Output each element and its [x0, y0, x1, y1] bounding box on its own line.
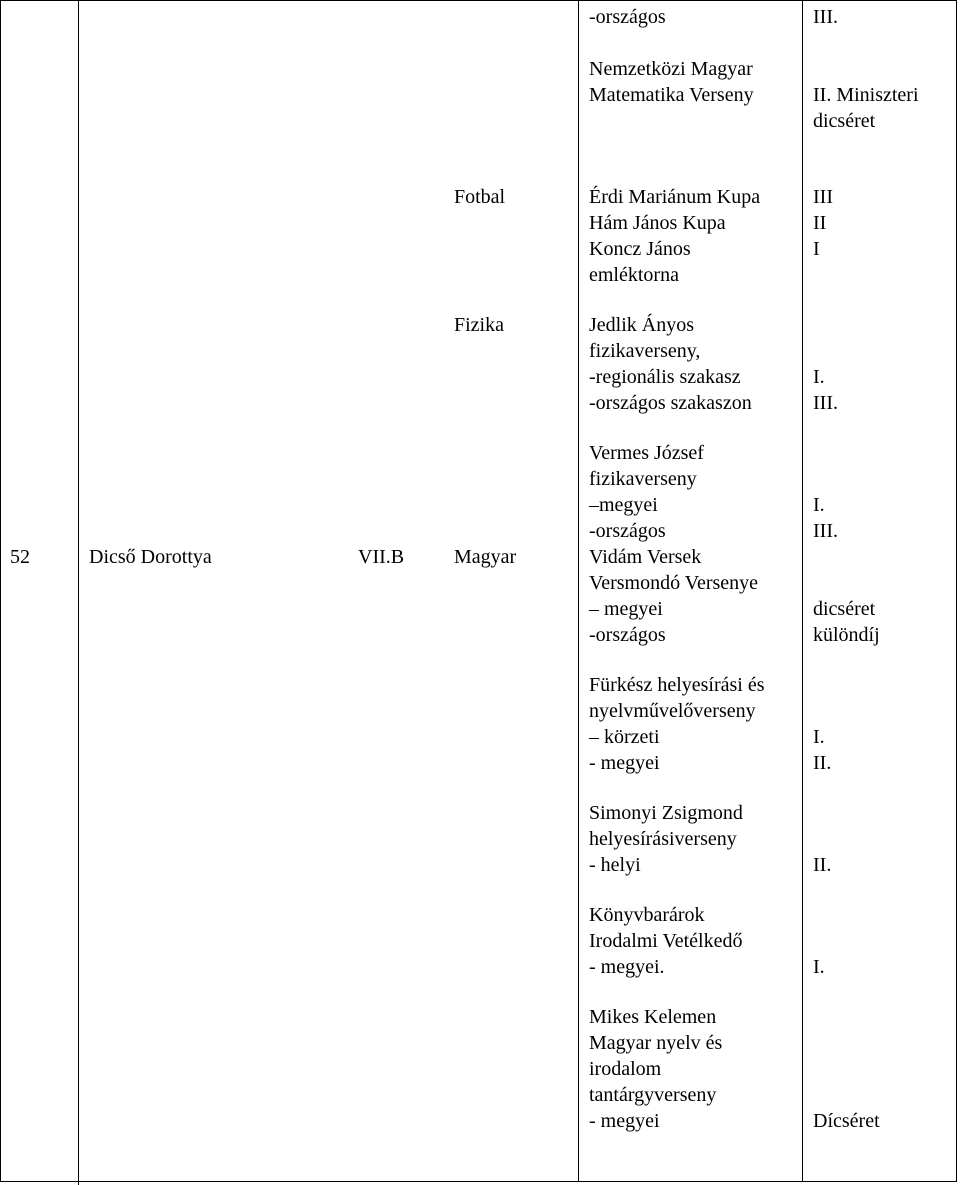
competition-cell: Könyvbarárok Irodalmi Vetélkedő - megyei.: [589, 904, 743, 978]
student-name: Dicső Dorottya: [89, 546, 212, 568]
result-cell: I. III.: [813, 494, 838, 542]
competition-cell: Vermes József fizikaverseny –megyei -országos: [589, 442, 704, 542]
table-border-right: [956, 0, 957, 1182]
student-class: VII.B: [358, 546, 405, 568]
subject-hungarian: Magyar: [454, 546, 517, 568]
subject-physics: Fizika: [454, 314, 504, 336]
result-cell: III.: [813, 6, 838, 28]
competition-cell: Fürkész helyesírási és nyelvművelőverseny – körzeti - megyei: [589, 674, 765, 774]
competition-cell: Érdi Mariánum Kupa Hám János Kupa Koncz János emléktorna: [589, 186, 761, 286]
competition-cell: Mikes Kelemen Magyar nyelv és irodalom tantárgyverseny - megyei: [589, 1006, 723, 1132]
column-divider: [78, 0, 79, 1185]
subject-football: Fotbal: [454, 186, 506, 208]
result-cell: Dícséret: [813, 1110, 880, 1132]
result-cell: dicséret különdíj: [813, 598, 880, 646]
result-cell: III II I: [813, 186, 833, 260]
result-cell: II. Miniszteri dicséret: [813, 84, 919, 132]
competition-cell: Simonyi Zsigmond helyesírásiverseny - helyi: [589, 802, 743, 876]
competition-cell: Nemzetközi Magyar Matematika Verseny: [589, 58, 754, 106]
competition-cell: Vidám Versek Versmondó Versenye – megyei -országos: [589, 546, 759, 646]
table-border-left: [0, 0, 1, 1182]
result-cell: I.: [813, 956, 825, 978]
table-border-top: [0, 0, 957, 1]
competition-cell: -országos: [589, 6, 666, 28]
result-cell: II.: [813, 854, 832, 876]
competition-cell: Jedlik Ányos fizikaverseny, -regionális szakasz -országos szakaszon: [589, 314, 752, 414]
result-cell: I. III.: [813, 366, 838, 414]
result-cell: I. II.: [813, 726, 832, 774]
table-border-bottom: [0, 1181, 957, 1182]
student-number: 52: [10, 546, 30, 568]
column-divider: [578, 0, 579, 1182]
column-divider: [802, 0, 803, 1182]
